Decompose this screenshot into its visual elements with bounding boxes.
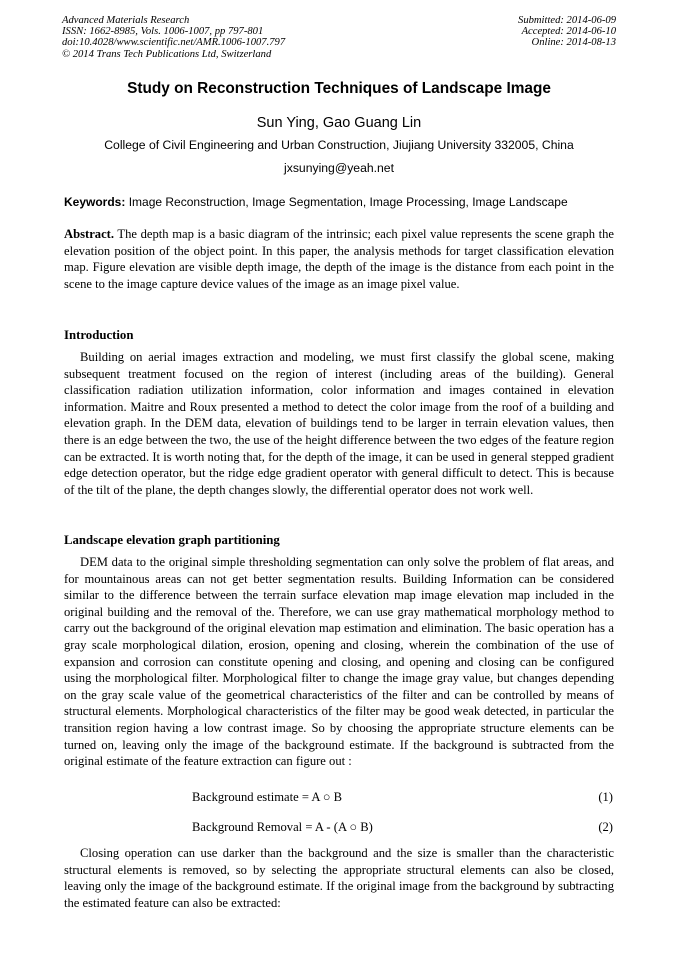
abstract [64, 226, 614, 292]
equation-expression: Background Removal = A - (A ○ B) [192, 820, 373, 834]
paper-title: Study on Reconstruction Techniques of Landscape Image [127, 80, 551, 97]
author-affiliation: College of Civil Engineering and Urban Construction, Jiujiang University 332005, China [104, 138, 574, 152]
journal-info [62, 15, 285, 60]
journal-doi: doi:10.4028/www.scientific.net/AMR.1006-1007.797 [62, 37, 286, 49]
accepted-date: Accepted: 2014-06-10 [521, 26, 616, 38]
introduction-paragraph: Building on aerial images extraction and modeling, we must first classify the global scene, making subsequent treatment focused on the region of interest (including areas of the building). General classification radiation utilization information, color information and images contained in elevation information. Maitre and Roux presented a method to detect the color image from the roof of a building and elevation graph. In the DEM data, elevation of buildings tend to be larger in terrain elevation values, then there is an edge between the two, the use of the height difference between the two edges of the feature region can be extracted. It is worth noting that, for the depth of the image, it can be used in general stepped gradient edge detection operator, but the ridge edge gradient operator with general difficult to detect. This is because of the tilt of the plane, the depth changes slowly, the differential operator does not work well. [64, 350, 614, 497]
equation-number: (2) [598, 820, 613, 834]
journal-copyright: © 2014 Trans Tech Publications Ltd, Switzerland [62, 48, 272, 60]
keywords-text: Image Reconstruction, Image Segmentation, Image Processing, Image Landscape [128, 195, 568, 209]
landscape-paragraph: DEM data to the original simple thresholding segmentation can only solve the problem of flat areas, and for mountainous areas can not get better segmentation results. Building Information can be considered similar to the difference between the terrain surface elevation map image elevation map included in the original building and the removal of the. Therefore, we can use gray mathematical morphology method to carry out the background of the original elevation map estimation and elimination. The basic operation has a gray scale morphological dilation, erosion, opening and closing, wherein the combination of the use of expansion and corrosion can constitute opening and closing, and opening and closing can be configured using the morphological filter. Morphological filter to change the image gray value, but changes depending on the gray scale value of the geometrical characteristics of the filter and can be controlled by means of structural elements. Morphological characteristics of the filter may be good weak detected, in particular the transition region having a low contrast image. So by choosing the appropriate structure elements can be turned on, leaving only the image of the background estimate. If the background is subtracted from the original estimate of the feature extraction can figure out : [64, 555, 614, 769]
section-heading-landscape: Landscape elevation graph partitioning [64, 533, 280, 547]
submitted-date: Submitted: 2014-06-09 [518, 15, 616, 26]
submission-dates [518, 15, 616, 49]
closing-operation-paragraph: Closing operation can use darker than the background and the size is smaller than the characteristic structural elements is removed, so by selecting the appropriate structural elements can also be closed, leaving only the image of the background estimate. If the original image from the background by subtracting the estimated feature can also be extracted: [64, 846, 614, 910]
keywords-label: Keywords: [64, 195, 126, 209]
journal-issn: ISSN: 1662-8985, Vols. 1006-1007, pp 797-801 [62, 26, 264, 38]
abstract-text: The depth map is a basic diagram of the intrinsic; each pixel value represents the scene graph the elevation position of the object point. In this paper, the analysis methods for target classification elevation map. Figure elevation are visible depth image, the depth of the image is the distance from each point in the scene to the image capture device values of the image as an image pixel value. [64, 227, 615, 291]
keywords [64, 195, 614, 209]
section-heading-introduction: Introduction [64, 328, 134, 342]
author-email: jxsunying@yeah.net [284, 161, 394, 175]
paper-authors: Sun Ying, Gao Guang Lin [256, 115, 422, 131]
journal-name: Advanced Materials Research [62, 15, 190, 26]
equation-number: (1) [598, 790, 613, 804]
equation-expression: Background estimate = A ○ B [192, 790, 343, 804]
online-date: Online: 2014-08-13 [531, 37, 616, 49]
abstract-label: Abstract. [64, 227, 115, 241]
